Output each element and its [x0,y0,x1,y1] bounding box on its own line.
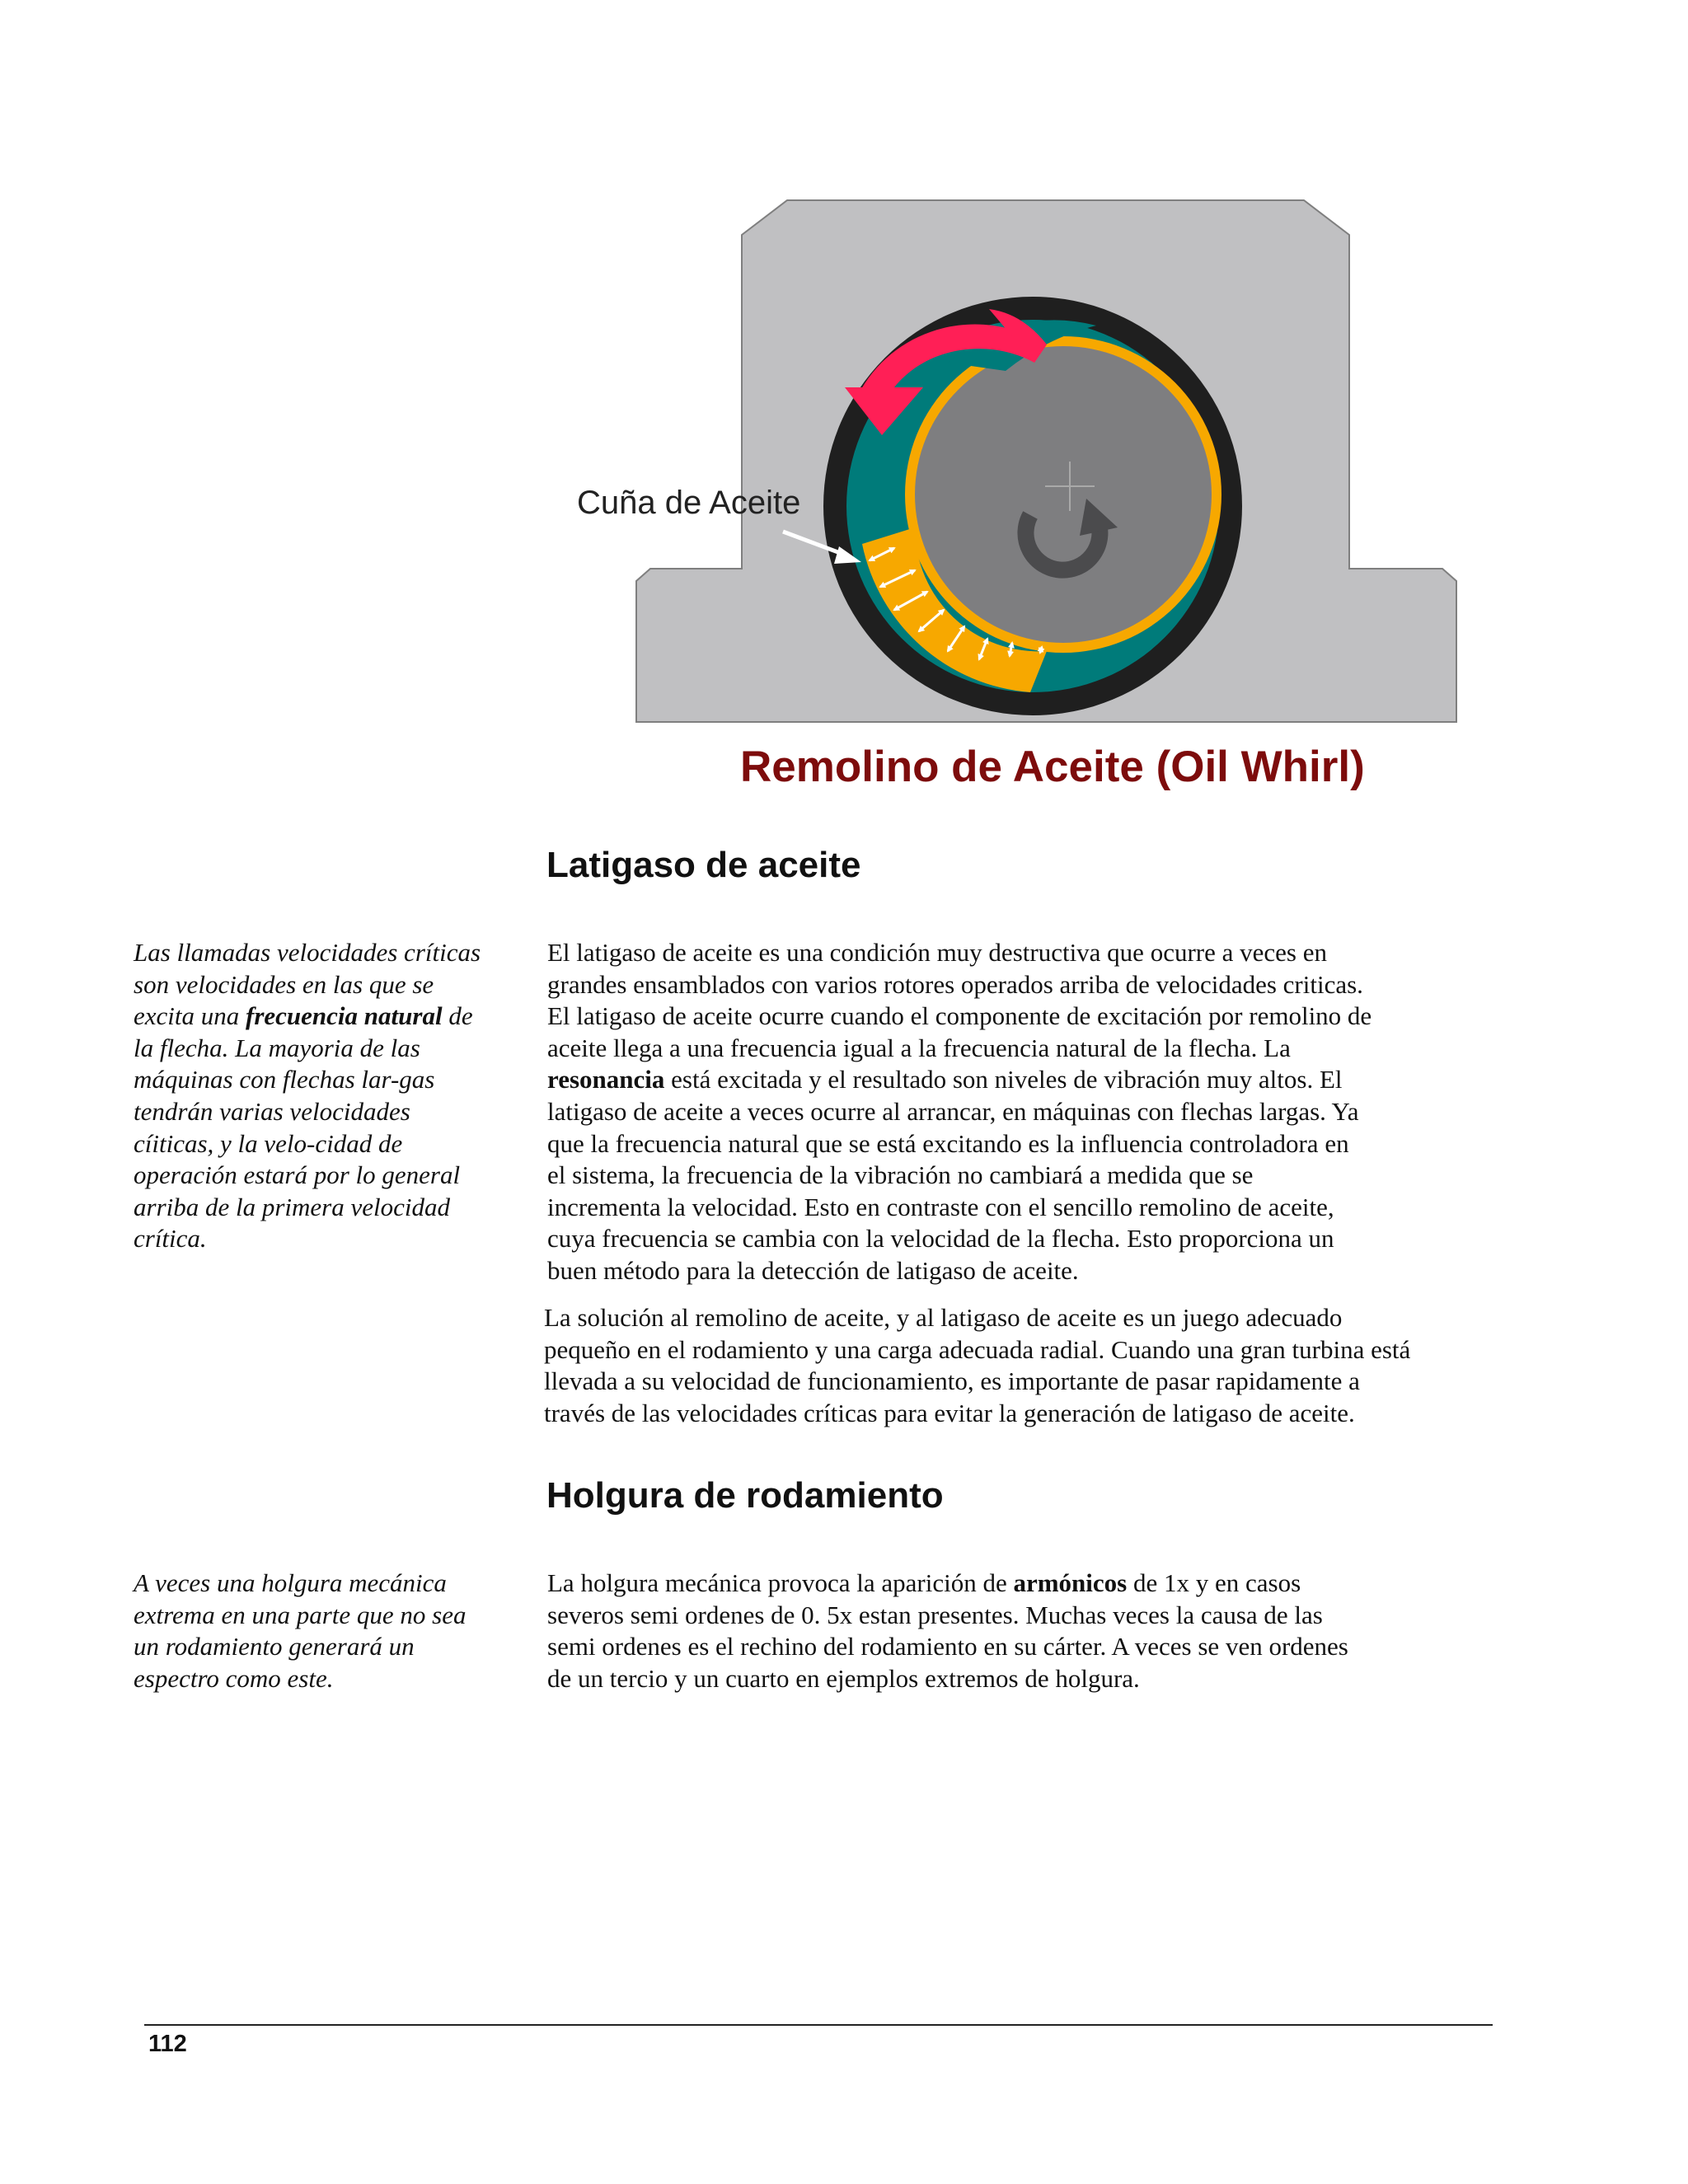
oil-whirl-diagram [0,0,1688,742]
sidenote-critical-speeds: Las llamadas velocidades críticas son velocidades en las que se excita una frecuencia natural de la flecha. La mayoria de las máquinas con flechas lar-gas tendrán varias velocidades cíiticas, y la velo-cidad de operación estará por lo general arriba de la primera velocidad crítica. [134,938,481,1254]
section-heading-latigaso: Latigaso de aceite [546,845,861,885]
page-number: 112 [148,2031,187,2057]
oil-wedge-label: Cuña de Aceite [577,485,801,521]
footer-rule [144,2024,1493,2026]
section-heading-holgura: Holgura de rodamiento [546,1475,944,1516]
shaft [915,346,1212,643]
figure-caption: Remolino de Aceite (Oil Whirl) [740,743,1365,791]
sidenote-holgura: A veces una holgura mecánica extrema en una parte que no sea un rodamiento generará un espectro como este. [134,1568,467,1693]
term-frecuencia-natural: frecuencia natural [246,1001,443,1031]
paragraph-holgura: La holgura mecánica provoca la aparición de armónicos de 1x y en casos severos semi ordenes de 0. 5x estan presentes. Muchas veces la causa de las semi ordenes es el rechino del rodamiento en su cárter. A veces se ven ordenes de un tercio y un cuarto en ejemplos extremos de holgura. [547,1568,1348,1693]
paragraph-solucion: La solución al remolino de aceite, y al latigaso de aceite es un juego adecuado pequeño en el rodamiento y una carga adecuada radial. Cuando una gran turbina está llevada a su velocidad de funcionamiento, es importante de pasar rapidamente a través de las velocidades críticas para evitar la generación de latigaso de aceite. [544,1303,1411,1427]
term-resonancia: resonancia [547,1065,665,1094]
paragraph-latigaso: El latigaso de aceite es una condición muy destructiva que ocurre a veces en grandes ensamblados con varios rotores operados arriba de velocidades criticas. El latigaso de aceite ocurre cuando el componente de excitación por remolino de aceite llega a una frecuencia igual a la frecuencia natural de la flecha. La resonancia está excitada y el resultado son niveles de vibración muy altos. El latigaso de aceite a veces ocurre al arrancar, en máquinas con flechas largas. Ya que la frecuencia natural que se está excitando es la influencia controladora en el sistema, la frecuencia de la vibración no cambiará a medida que se incrementa la velocidad. Esto en contraste con el sencillo remolino de aceite, cuya frecuencia se cambia con la velocidad de la flecha. Esto proporciona un buen método para la detección de latigaso de aceite. [547,938,1372,1285]
term-armonicos: armónicos [1013,1568,1128,1597]
